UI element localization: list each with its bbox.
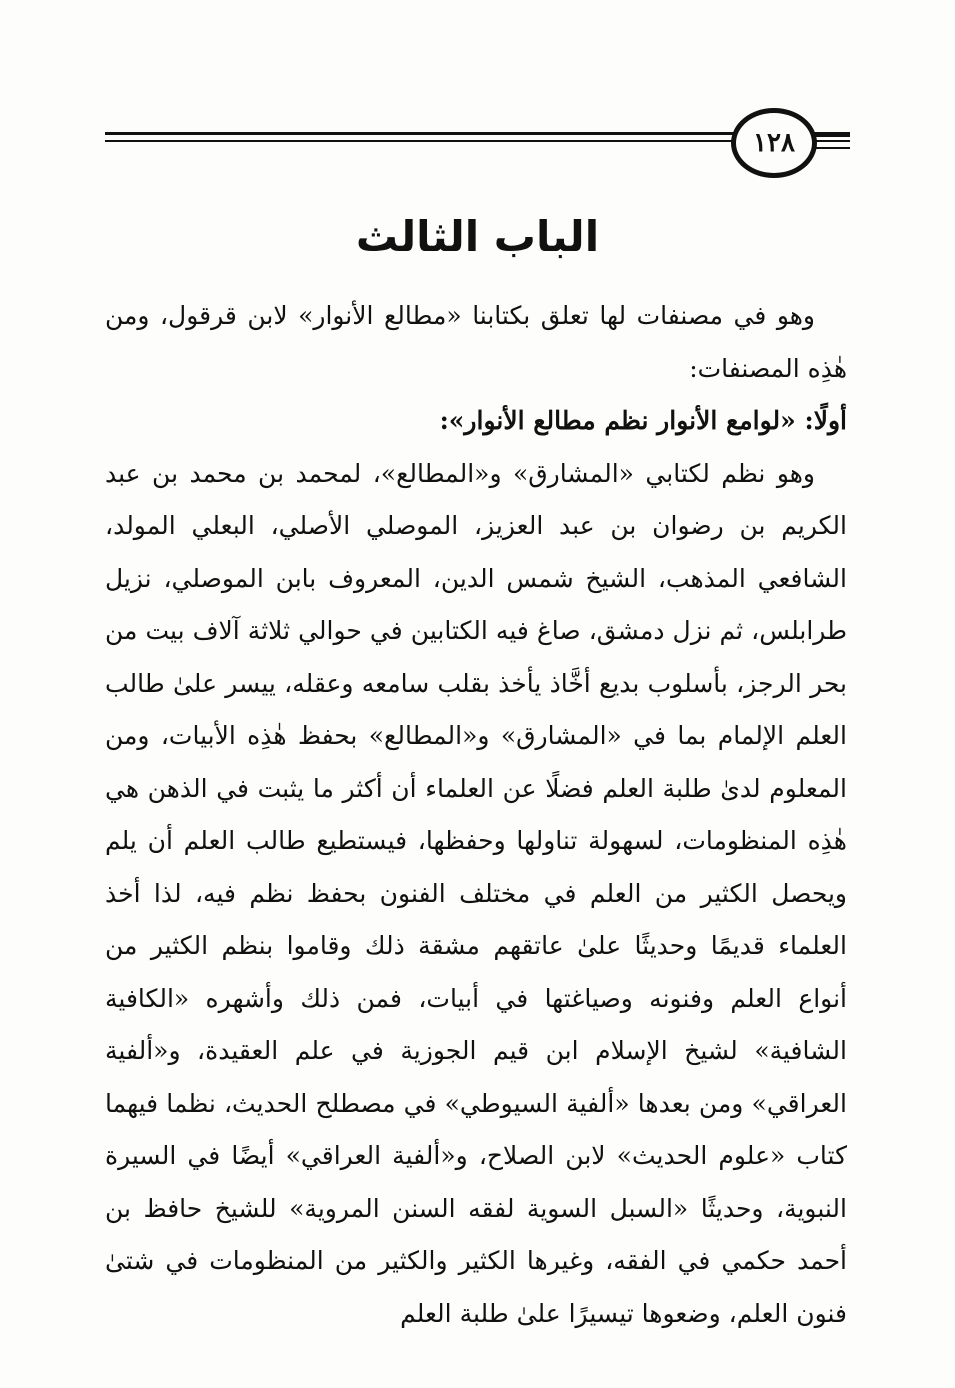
intro-paragraph: وهو في مصنفات لها تعلق بكتابنا «مطالع الأنوار» لابن قرقول، ومن هٰذِه المصنفات: <box>105 301 847 383</box>
page-body <box>105 290 847 1340</box>
section-paragraph: وهو نظم لكتابي «المشارق» و«المطالع»، لمحمد بن محمد بن عبد الكريم بن رضوان بن عبد العزيز، الموصلي الأصلي، البعلي المولد، الشافعي المذهب، الشيخ شمس الدين، المعروف بابن الموصلي، نزيل طرابلس، ثم نزل دمشق، صاغ فيه الكتابين في حوالي ثلاثة آلاف بيت من بحر الرجز، بأسلوب بديع أخَّاذ يأخذ بقلب سامعه وعقله، ييسر علىٰ طالب العلم الإلمام بما في «المشارق» و«المطالع» بحفظ هٰذِه الأبيات، ومن المعلوم لدىٰ طلبة العلم فضلًا عن العلماء أن أكثر ما يثبت في الذهن هي هٰذِه المنظومات، لسهولة تناولها وحفظها، فيستطيع طالب العلم أن يلم ويحصل الكثير من العلم في مختلف الفنون بحفظ نظم فيه، لذا أخذ العلماء قديمًا وحديثًا علىٰ عاتقهم مشقة ذلك وقاموا بنظم الكثير من أنواع العلم وفنونه وصياغتها في أبيات، فمن ذلك وأشهره «الكافية الشافية» لشيخ الإسلام ابن قيم الجوزية في علم العقيدة، و«ألفية العراقي» ومن بعدها «ألفية السيوطي» في مصطلح الحديث، نظما فيهما كتاب «علوم الحديث» لابن الصلاح، و«ألفية العراقي» أيضًا في السيرة النبوية، وحديثًا «السبل السوية لفقه السنن المروية» للشيخ حافظ بن أحمد حكمي في الفقه، وغيرها الكثير والكثير من المنظومات في شتىٰ فنون العلم، وضعوها تيسيرًا علىٰ طلبة العلم <box>105 458 847 1328</box>
chapter-title: الباب الثالث <box>355 212 600 261</box>
section-heading: أولًا: «لوامع الأنوار نظم مطالع الأنوار»: <box>439 406 847 435</box>
page-number-ornament <box>812 134 850 149</box>
page-number: ١٢٨ <box>731 108 817 178</box>
